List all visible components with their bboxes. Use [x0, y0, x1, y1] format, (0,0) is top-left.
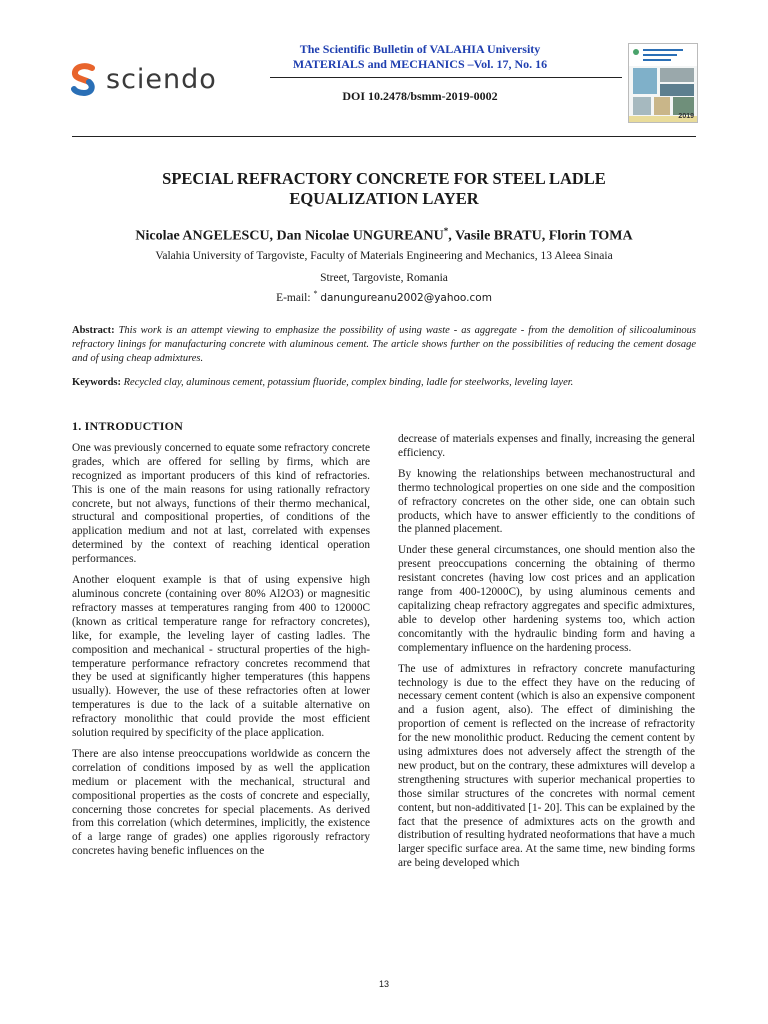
affiliation-line1: Valahia University of Targoviste, Faculty of Materials Engineering and Mechanics, 13 Aleea Sinaia	[155, 250, 613, 262]
paragraph: Another eloquent example is that of using expensive high aluminous concrete (containing over 80% Al2O3) or magnesitic refractory masses at temperatures ranging from 400 to 12000C (known as critical temperature range for refractory concretes), like, for example, the leveling layer of casting ladles. The composition and mechanical - structural properties of the high-temperature performance refractory concretes recommend that they be used at significantly higher temperatures (this happens usually). However, the use of these refractories often at lower temperatures is due to the lack of a suitable alternative on refractory monolithic that could provide the most efficient solution required by specificity of the place application.	[72, 574, 370, 740]
email-mark: *	[313, 289, 318, 298]
journal-name-line2: MATERIALS and MECHANICS –Vol. 17, No. 16	[292, 57, 548, 71]
abstract-label: Abstract:	[72, 325, 115, 336]
keywords-label: Keywords:	[72, 377, 121, 388]
body-column-right	[398, 433, 695, 878]
paragraph: decrease of materials expenses and finally, increasing the general efficiency.	[398, 433, 695, 459]
title-line2: EQUALIZATION LAYER	[289, 189, 479, 208]
journal-header	[0, 0, 768, 140]
abstract	[72, 324, 696, 365]
logo-wordmark: sciendo	[106, 63, 217, 95]
affiliation-line2: Street, Targoviste, Romania	[320, 272, 448, 284]
keywords	[72, 377, 696, 388]
header-rule	[72, 136, 696, 137]
cover-year: 2019	[678, 113, 694, 120]
journal-cover-image	[629, 44, 698, 123]
contact-email	[72, 289, 696, 304]
authors-part2: , Vasile BRATU, Florin TOMA	[448, 228, 633, 244]
keywords-text: Recycled clay, aluminous cement, potassium fluoride, complex binding, ladle for steelworks, leveling layer.	[123, 377, 574, 388]
abstract-text: This work is an attempt viewing to emphasize the possibility of using waste - as aggregate - from the demolition of silicoaluminous refractory linings for manufacturing concrete with aluminous cement. The article shows further on the possibilities of reducing the cement dosage and of using cheap admixtures.	[72, 325, 696, 364]
journal-cover-thumbnail	[628, 43, 698, 123]
journal-name	[290, 42, 550, 72]
paragraph: There are also intense preoccupations worldwide as concern the correlation of conditions imposed by as well the application medium or placement with the mechanical, structural and compositional properties as the costs of concrete and especially, concerning those concretes for special placements. As derived from this correlation (which determines, implicitly, the existence of a large range of grades) one applies rigorously refractory concretes having benefic influences on the	[72, 747, 370, 858]
sciendo-logo	[70, 62, 217, 96]
paragraph: By knowing the relationships between mechanostructural and thermo technological properties on one side and the composition of refractory concretes on the other side, one can obtain such products, which have to answer efficiently to the conditions of the planned placement.	[398, 467, 695, 536]
email-address[interactable]: danungureanu2002@yahoo.com	[320, 291, 492, 304]
journal-name-line1: The Scientific Bulletin of VALAHIA University	[299, 42, 541, 56]
header-divider	[270, 77, 622, 78]
section-heading-introduction: 1. INTRODUCTION	[72, 419, 184, 433]
author-list	[72, 226, 696, 245]
sciendo-logo-icon	[70, 62, 98, 96]
corresponding-author-mark: *	[443, 226, 449, 236]
paragraph: The use of admixtures in refractory concrete manufacturing technology is due to the effect they have on the reducing of necessary cement content (which is also an expensive component and a fusion agent, also). The effect of diminishing the proportion of cement is reflected on the increase of refractority for the new monolithic product. Reducing the cement content by using admixtures does not adversely affect the strength of the new product, but on the contrary, these admixtures will develop a strengthening structures with superior mechanical properties to those similar structures of the concretes with normal cement content, but non-additivated [1- 20]. This can be explained by the fact that the presence of admixtures acts on the growth and distribution of resulting hydrated neoformations that have a much larger specific surface area. At the same time, new binding forms are being developed which	[398, 662, 695, 870]
body-column-left	[72, 420, 370, 866]
doi: DOI 10.2478/bsmm-2019-0002	[342, 89, 498, 103]
authors-part1: Nicolae ANGELESCU, Dan Nicolae UNGUREANU	[135, 228, 444, 244]
paragraph: Under these general circumstances, one should mention also the present preoccupations concerning the obtaining of thermo resistant concretes (having low cost prices and an application range from 400-12000C), by using aluminous cements and capitalizing cheap refractory aggregates and specific admixtures, able to develop other hardening systems too, which action concomitantly with the hydraulic binding form and having a complementary influence on the hardening process.	[398, 544, 695, 654]
title-line1: SPECIAL REFRACTORY CONCRETE FOR STEEL LADLE	[162, 169, 606, 188]
page-number: 13	[378, 979, 389, 989]
email-label: E-mail:	[276, 291, 314, 304]
article-title	[120, 169, 648, 209]
paragraph: One was previously concerned to equate some refractory concrete grades, which are offered for selling by firms, which are recognized as important producers of this kind of refractories. This is one of the main reasons for using rationally refractory concrete, but not always, functions of their thermo mechanical, structural and compositional properties, of conditions of the application medium and not at last, correlated with expenses determined by the context of reaching identical operation performances.	[72, 441, 370, 566]
